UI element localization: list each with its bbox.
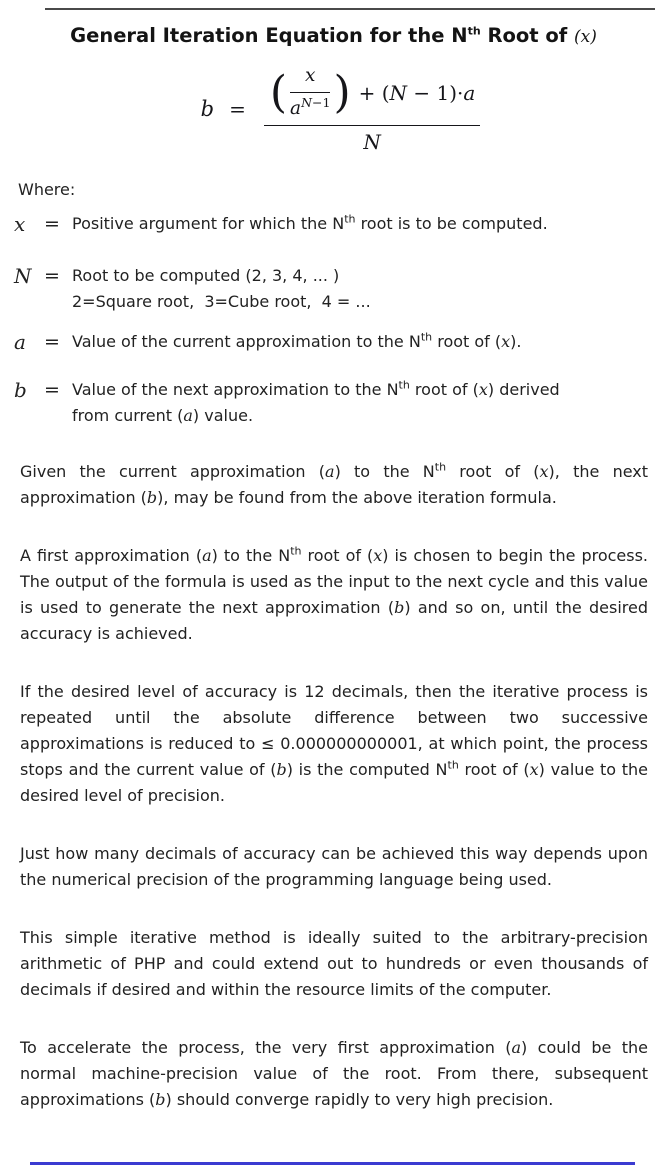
formula-equals-sign: =: [229, 97, 246, 121]
definition-symbol: x: [14, 212, 26, 236]
definition-line: from current (a) value.: [72, 406, 254, 425]
definition-text: [72, 377, 667, 429]
definition-line: Root to be computed (2, 3, 4, ... ): [72, 266, 340, 285]
definition-symbol: N: [14, 264, 32, 288]
equals-sign: =: [44, 213, 60, 235]
inner-numerator: x: [305, 65, 316, 86]
definitions-list: [14, 211, 667, 429]
inner-fraction-bar: [290, 92, 330, 93]
paragraph-3: If the desired level of accuracy is 12 decimals, then the iterative process is repeated until the absolute difference between two successive approximations is reduced to ≤ 0.000000000001, at which point, the process stops and the current value of (b) is the computed $N^{th}$ root of (x) value to the desired level of precision.: [20, 682, 648, 805]
body-copy: [0, 459, 667, 1113]
close-paren: ): [333, 66, 351, 118]
formula-numerator: [264, 63, 480, 122]
definition-a: [14, 329, 667, 355]
equals-sign: =: [44, 265, 60, 287]
definition-symbol: b: [14, 378, 27, 402]
paragraph-5: This simple iterative method is ideally suited to the arbitrary-precision arithmetic of PHP and could extend out to hundreds or even thousands of decimals if desired and within the resource limits of the computer.: [20, 928, 648, 999]
definition-line: Value of the next approximation to the $N^{th}$ root of (x) derived: [72, 378, 560, 399]
main-fraction-bar: [264, 125, 480, 126]
formula-main-fraction: [264, 63, 480, 155]
definition-symbol: a: [14, 330, 26, 354]
top-divider: [45, 8, 655, 10]
paragraph-2: A first approximation (a) to the $N^{th}$ root of (x) is chosen to begin the process. The output of the formula is used as the input to the next cycle and this value is used to generate the next approximation (b) and so on, until the desired accuracy is achieved.: [20, 544, 649, 643]
definition-line: Positive argument for which the $N^{th}$ root is to be computed.: [72, 212, 548, 233]
iteration-formula: [14, 63, 667, 155]
paragraph-6: To accelerate the process, the very first approximation (a) could be the normal machine-precision value of the root. From there, subsequent approximations (b) should converge rapidly to very high precision.: [20, 1038, 649, 1109]
page-title: General Iteration Equation for the $N^{th}$ Root of (x): [70, 24, 597, 47]
formula-lhs: b: [200, 97, 215, 121]
open-paren: (: [269, 66, 288, 118]
paragraph-1: Given the current approximation (a) to the $N^{th}$ root of (x), the next approximation (b), may be found from the above iteration formula.: [20, 460, 649, 507]
definition-x: [14, 211, 667, 237]
equals-sign: =: [44, 379, 60, 401]
definition-N: [14, 263, 667, 315]
formula-added-term: + (N − 1)·a: [358, 80, 476, 105]
where-label: Where:: [18, 180, 76, 199]
inner-denominator-exponent: N−1: [301, 94, 331, 110]
definition-text: [72, 211, 667, 237]
definition-text: [72, 329, 667, 355]
bottom-divider: [30, 1162, 635, 1165]
paragraph-4: Just how many decimals of accuracy can be achieved this way depends upon the numerical precision of the programming language being used.: [20, 844, 648, 889]
definition-line: Value of the current approximation to the $N^{th}$ root of (x).: [72, 330, 522, 351]
equals-sign: =: [44, 331, 60, 353]
formula-denominator: N: [363, 130, 381, 154]
inner-denominator: [290, 96, 330, 122]
definition-line: 2=Square root, 3=Cube root, 4 = ...: [72, 292, 371, 311]
definition-text: [72, 263, 667, 315]
definition-b: [14, 377, 667, 429]
formula-inner-fraction: [290, 63, 330, 122]
inner-denominator-base: a: [290, 98, 302, 119]
